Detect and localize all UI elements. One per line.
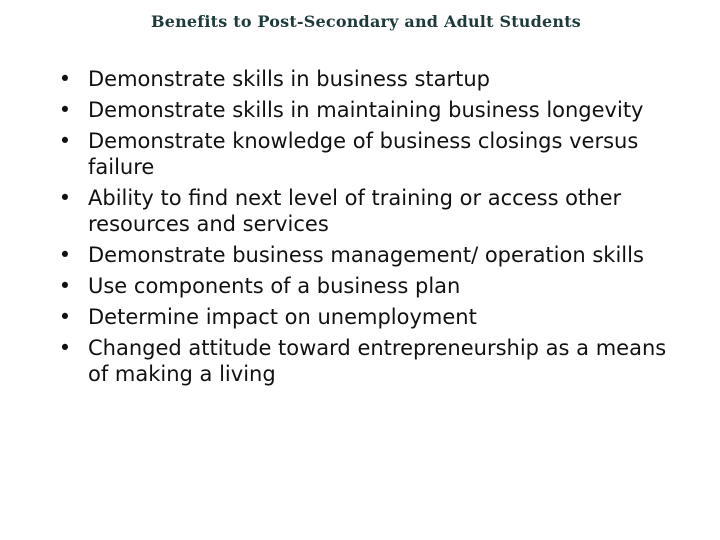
bullet-text: Determine impact on unemployment: [88, 305, 477, 329]
bullet-item: [56, 242, 676, 268]
bullet-text: Demonstrate business management/ operation skills: [88, 243, 644, 267]
bullet-text: Use components of a business plan: [88, 274, 461, 298]
bullet-icon: •: [58, 274, 72, 298]
bullet-icon: •: [58, 186, 72, 210]
bullet-item: [56, 185, 676, 237]
bullet-text: Demonstrate skills in business startup: [88, 67, 491, 91]
bullet-item: [56, 304, 676, 330]
bullet-icon: •: [58, 98, 72, 122]
bullet-text: Demonstrate skills in maintaining business longevity: [88, 98, 644, 122]
bullet-text: Changed attitude toward entrepreneurship as a means of making a living: [88, 336, 667, 386]
bullet-item: [56, 97, 676, 123]
bullet-icon: •: [58, 243, 72, 267]
bullet-item: [56, 66, 676, 92]
bullet-item: [56, 128, 676, 180]
bullet-icon: •: [58, 129, 72, 153]
bullet-text: Ability to find next level of training or access other resources and services: [88, 186, 622, 236]
bullet-icon: •: [58, 67, 72, 91]
bullet-item: [56, 273, 676, 299]
slide-title: Benefits to Post-Secondary and Adult Students: [150, 12, 582, 31]
bullet-item: [56, 335, 676, 387]
bullet-icon: •: [58, 305, 72, 329]
bullet-list: [56, 66, 676, 392]
bullet-icon: •: [58, 336, 72, 360]
bullet-text: Demonstrate knowledge of business closings versus failure: [88, 129, 639, 179]
